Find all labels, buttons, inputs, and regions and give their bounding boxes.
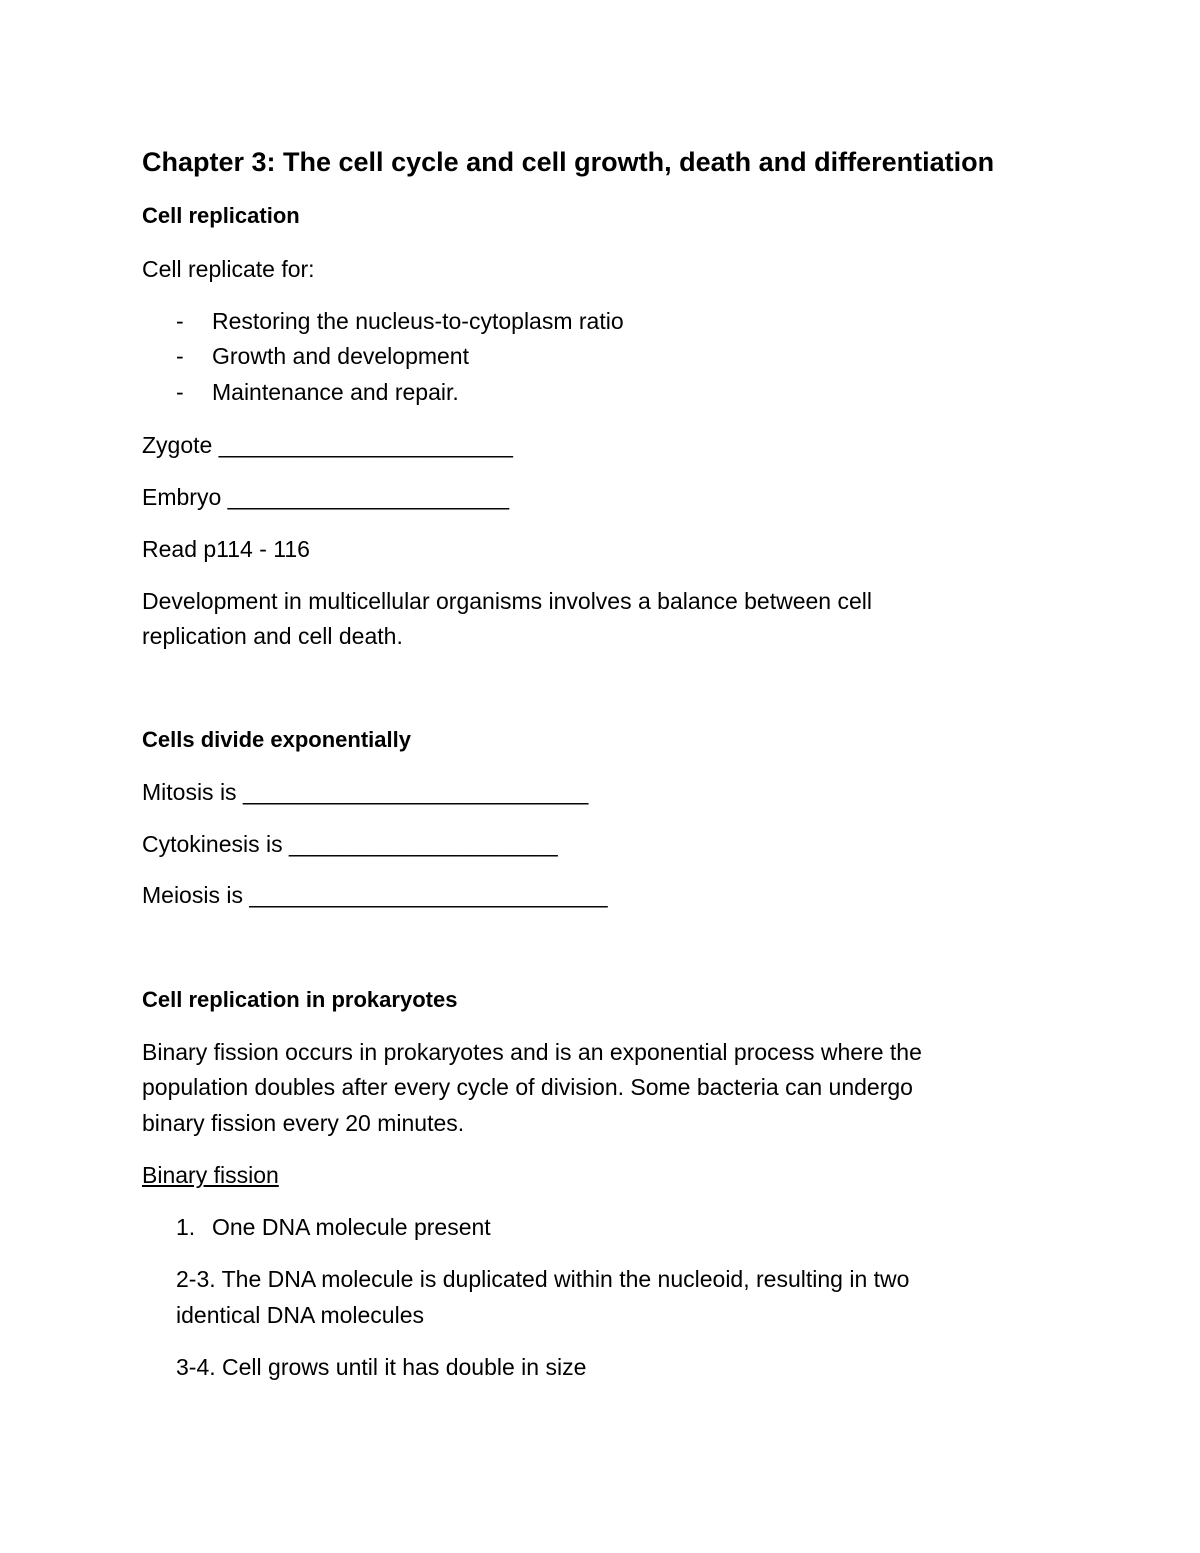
step-2-3-line-1: 2-3. The DNA molecule is duplicated within the nucleoid, resulting in two bbox=[176, 1266, 910, 1292]
binary-fission-subheading: Binary fission bbox=[142, 1162, 279, 1188]
bullet-text: Maintenance and repair. bbox=[212, 379, 459, 405]
cell-replicate-intro: Cell replicate for: bbox=[142, 256, 315, 282]
bullet-text: Restoring the nucleus-to-cytoplasm ratio bbox=[212, 308, 624, 334]
page-title: Chapter 3: The cell cycle and cell growth, death and differentiation bbox=[142, 147, 995, 177]
step-2-3-line-2: identical DNA molecules bbox=[176, 1302, 425, 1328]
development-paragraph-line-1: Development in multicellular organisms involves a balance between cell bbox=[142, 588, 872, 614]
mitosis-blank: Mitosis is ___________________________ bbox=[142, 779, 589, 805]
step-3-4: 3-4. Cell grows until it has double in size bbox=[176, 1354, 587, 1380]
section-heading-prokaryotes: Cell replication in prokaryotes bbox=[142, 987, 458, 1012]
meiosis-blank: Meiosis is ____________________________ bbox=[142, 882, 608, 908]
bullet-marker: - bbox=[176, 379, 184, 405]
bullet-text: Growth and development bbox=[212, 343, 469, 369]
embryo-blank: Embryo ______________________ bbox=[142, 484, 510, 510]
zygote-blank: Zygote _______________________ bbox=[142, 432, 513, 458]
cytokinesis-blank: Cytokinesis is _____________________ bbox=[142, 831, 558, 857]
binary-fission-paragraph-line-1: Binary fission occurs in prokaryotes and is an exponential process where the bbox=[142, 1039, 922, 1065]
binary-fission-paragraph-line-2: population doubles after every cycle of division. Some bacteria can undergo bbox=[142, 1074, 913, 1100]
bullet-marker: - bbox=[176, 343, 184, 369]
step-text: One DNA molecule present bbox=[212, 1214, 491, 1240]
section-heading-cells-divide: Cells divide exponentially bbox=[142, 727, 411, 752]
step-number: 1. bbox=[176, 1214, 196, 1240]
bullet-marker: - bbox=[176, 308, 184, 334]
development-paragraph-line-2: replication and cell death. bbox=[142, 623, 403, 649]
reading-reference: Read p114 - 116 bbox=[142, 536, 310, 562]
section-heading-cell-replication: Cell replication bbox=[142, 203, 300, 228]
binary-fission-paragraph-line-3: binary fission every 20 minutes. bbox=[142, 1110, 465, 1136]
